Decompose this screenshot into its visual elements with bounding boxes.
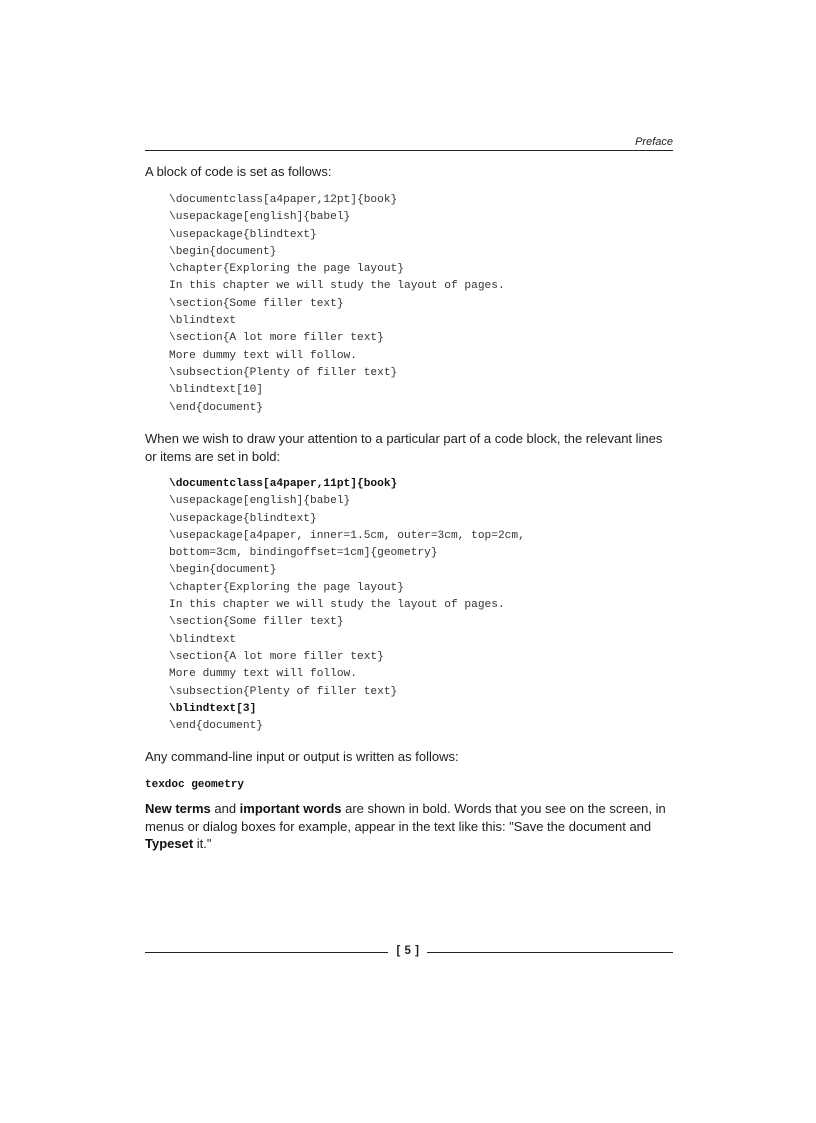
code-line: More dummy text will follow.: [169, 349, 357, 362]
code-line: \blindtext: [169, 315, 237, 328]
footer-rule-left: [145, 952, 388, 953]
code-line: \subsection{Plenty of filler text}: [169, 685, 398, 698]
code-line: In this chapter we will study the layout of pages.: [169, 280, 505, 293]
code-line: In this chapter we will study the layout of pages.: [169, 599, 505, 612]
code-line: \chapter{Exploring the page layout}: [169, 581, 404, 594]
code-line: \section{Some filler text}: [169, 616, 344, 629]
code-line: \begin{document}: [169, 245, 277, 258]
code-line: \usepackage[english]{babel}: [169, 495, 351, 508]
code-line: \section{A lot more filler text}: [169, 332, 384, 345]
code-line: \documentclass[a4paper,11pt]{book}: [169, 478, 398, 490]
important-words-bold: important words: [239, 801, 342, 816]
header-rule: [145, 150, 673, 151]
code-line: \end{document}: [169, 720, 263, 733]
code-line: \subsection{Plenty of filler text}: [169, 366, 398, 379]
command-line-example: texdoc geometry: [145, 779, 245, 791]
code-line: More dummy text will follow.: [169, 668, 357, 681]
code-line: \chapter{Exploring the page layout}: [169, 263, 404, 276]
code-line: \blindtext[3]: [169, 702, 257, 715]
code-line: \blindtext: [169, 633, 237, 646]
code-line: \begin{document}: [169, 564, 277, 577]
footer-rule-right: [427, 952, 673, 953]
code-line: bottom=3cm, bindingoffset=1cm]{geometry}: [169, 547, 438, 560]
code-line: \documentclass[a4paper,12pt]{book}: [169, 194, 398, 206]
terms-paragraph: [145, 800, 675, 853]
code-block-2: [169, 476, 525, 735]
command-intro-paragraph: Any command-line input or output is written as follows:: [145, 749, 459, 764]
code-block-1: [169, 192, 505, 417]
terms-and: and: [210, 801, 240, 816]
code-line: \section{Some filler text}: [169, 297, 344, 310]
page-number: [ 5 ]: [396, 945, 420, 957]
intro-paragraph: A block of code is set as follows:: [145, 164, 332, 179]
code-line: \blindtext[10]: [169, 384, 263, 397]
terms-middle-text: are shown in bold. Words that you see on the screen, in menus or dialog boxes for example, appear in the text like this: "Save the document and: [145, 801, 666, 834]
new-terms-bold: New terms: [145, 801, 211, 816]
code-line: \usepackage[english]{babel}: [169, 211, 351, 224]
attention-paragraph: When we wish to draw your attention to a particular part of a code block, the relevant lines or items are set in bold:: [145, 431, 663, 464]
code-line: \end{document}: [169, 401, 263, 414]
code-line: \usepackage{blindtext}: [169, 512, 317, 525]
running-head: Preface: [635, 136, 673, 148]
code-line: \section{A lot more filler text}: [169, 650, 384, 663]
code-line: \usepackage{blindtext}: [169, 228, 317, 241]
typeset-bold: Typeset: [145, 836, 194, 851]
terms-end-text: it.": [193, 836, 212, 851]
code-line: \usepackage[a4paper, inner=1.5cm, outer=3cm, top=2cm,: [169, 529, 525, 542]
